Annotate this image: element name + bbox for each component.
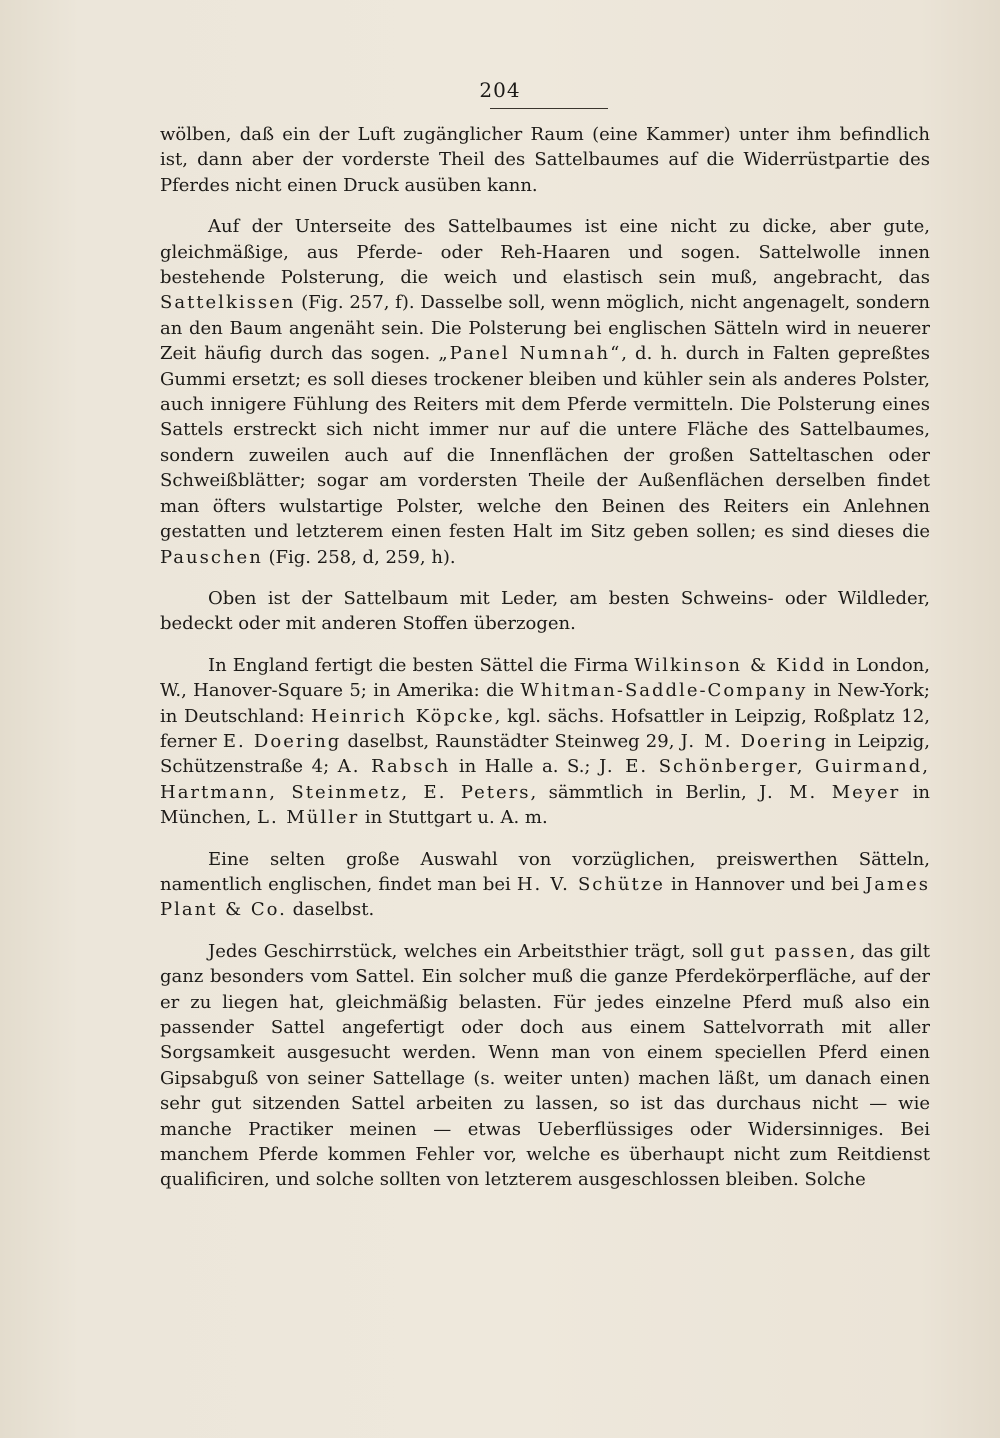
body-text	[160, 122, 930, 1209]
firm-name: J. E. Schönberger, Guirmand, Hartmann, Steinmetz, E. Peters	[160, 756, 930, 803]
paragraph-6-text: , das gilt ganz besonders vom Sattel. Ein solcher muß die ganze Pferdekörperfläche, auf der er zu liegen hat, gleichmäßig belasten. Für jedes einzelne Pferd muß also ein passender Sattel angefertigt oder doch aus einem Sattelvorrath mit aller Sorgsamkeit ausgesucht werden. Wenn man von einem speciellen Pferd einen Gipsabguß von seiner Sattellage (s. weiter unten) machen läßt, um danach einen sehr gut sitzenden Sattel arbeiten zu lassen, so ist das durchaus nicht — wie manche Practiker meinen — etwas Ueberflüssiges oder Widersinniges. Bei manchem Pferde kommen Fehler vor, welche es überhaupt nicht zum Reitdienst qualificiren, und solche sollten von letzterem ausgeschlossen bleiben. Solche	[160, 940, 930, 1191]
paragraph-4-text: in London, W., Hanover-Square 5; in Amerika: die	[160, 654, 930, 702]
paragraph-4-text: , kgl. sächs. Hofsattler in Leipzig, Roßplatz 12, ferner	[160, 705, 930, 752]
term-pauschen: Pauschen	[160, 546, 263, 568]
firm-name: Heinrich Köpcke	[311, 705, 495, 727]
paragraph-5-text: Eine selten große Auswahl von vorzüglichen, preiswerthen Sätteln, namentlich englischen, findet man bei	[160, 848, 930, 895]
paragraph-2-text: , d. h. durch in Falten gepreßtes Gummi ersetzt; es soll dieses trockener bleiben und kühler sein als anderes Polster, auch innigere Fühlung des Reiters mit dem Pferde vermitteln. Die Polsterung eines Sattels erstreckt sich nicht immer nur auf die untere Fläche des Sattelbaumes, sondern zuweilen auch auf die Innenflächen der großen Satteltaschen oder Schweißblätter; sogar am vordersten Theile der Außenflächen derselben findet man öfters wulstartige Polster, welche den Beinen des Reiters ein Anlehnen gestatten und letzterem einen festen Halt im Sitz geben sollen; es sind dieses die	[160, 343, 930, 543]
paragraph-2	[160, 214, 930, 570]
paragraph-5-text: daselbst.	[286, 899, 375, 921]
page-number: 204	[479, 78, 521, 102]
paragraph-4	[160, 653, 930, 831]
firm-name: L. Müller	[256, 807, 360, 829]
paragraph-5-text: in Hannover und bei	[664, 873, 866, 895]
paragraph-5	[160, 847, 930, 923]
paragraph-4-text: in New-York; in Deutschland:	[160, 680, 930, 727]
paragraph-6	[160, 939, 930, 1193]
firm-name: Wilkinson & Kidd	[634, 654, 827, 676]
paragraph-4-text: in München,	[160, 781, 930, 829]
firm-name: E. Doering	[222, 730, 342, 752]
paragraph-4-text: in Leipzig, Schützenstraße 4;	[160, 730, 930, 778]
paragraph-4-text: daselbst, Raunstädter Steinweg 29,	[341, 730, 681, 752]
paragraph-6-text: Jedes Geschirrstück, welches ein Arbeitsthier trägt, soll	[208, 940, 730, 962]
paragraph-4-text: In England fertigt die besten Sättel die Firma	[208, 654, 635, 676]
paragraph-1: wölben, daß ein der Luft zugänglicher Raum (eine Kammer) unter ihm befindlich ist, dann aber der vorderste Theil des Sattelbaumes auf die Widerrüstpartie des Pferdes nicht einen Druck ausüben kann.	[160, 124, 930, 196]
firm-name: J. M. Doering	[680, 730, 828, 752]
firm-name: James Plant & Co.	[160, 873, 930, 921]
paragraph-4-text: , sämmtlich in Berlin,	[530, 781, 760, 803]
term-sattelkissen: Sattelkissen	[160, 292, 296, 314]
paragraph-3: Oben ist der Sattelbaum mit Leder, am besten Schweins- oder Wildleder, bedeckt oder mit anderen Stoffen überzogen.	[160, 587, 930, 635]
paragraph-2-text: (Fig. 257, f). Dasselbe soll, wenn möglich, nicht angenagelt, sondern an den Baum angenäht sein. Die Polsterung bei englischen Sätteln wird in neuerer Zeit häufig durch das sogen.	[160, 292, 930, 365]
term-panel-numnah: „Panel Numnah“	[438, 343, 622, 365]
header-rule	[490, 108, 608, 109]
firm-name: A. Rabsch	[337, 756, 451, 778]
paragraph-4-text: in Halle a. S.;	[450, 756, 600, 778]
paragraph-4-text: in Stuttgart u. A. m.	[359, 807, 548, 829]
paragraph-2-text: (Fig. 258, d, 259, h).	[262, 546, 456, 568]
firm-name: H. V. Schütze	[516, 873, 665, 895]
firm-name: J. M. Meyer	[759, 781, 901, 803]
firm-name: Whitman-Saddle-Company	[520, 680, 808, 702]
emphasis-gut-passen: gut passen	[729, 940, 850, 962]
paragraph-2-text: Auf der Unterseite des Sattelbaumes ist eine nicht zu dicke, aber gute, gleichmäßige, aus Pferde- oder Reh-Haaren und sogen. Sattelwolle innen bestehende Polsterung, die weich und elastisch sein muß, angebracht, das	[160, 216, 930, 289]
